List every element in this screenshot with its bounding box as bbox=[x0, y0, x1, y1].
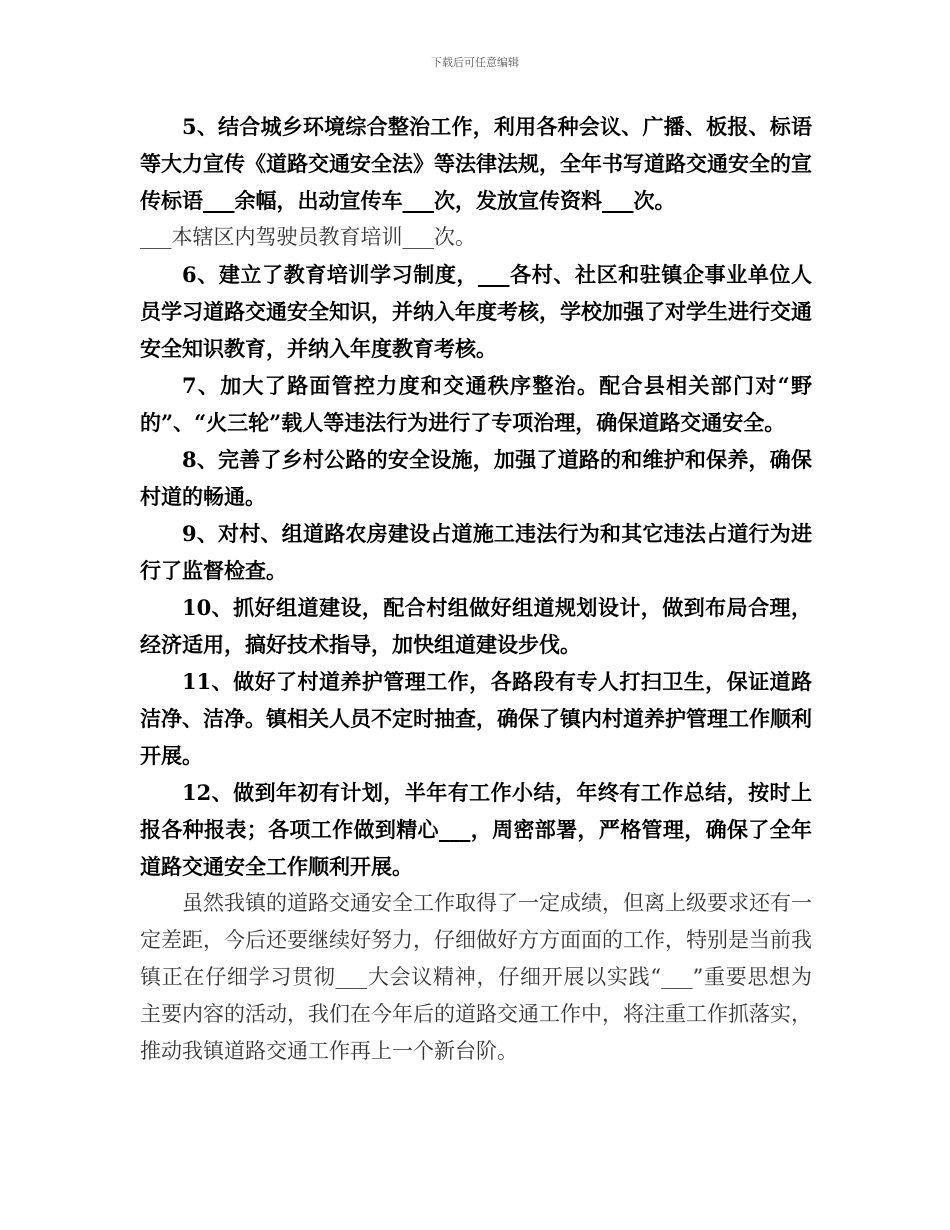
paragraph-item-9: 9、对村、组道路农房建设占道施工违法行为和其它违法占道行为进行了监督检查。 bbox=[140, 521, 812, 583]
paragraph-item-10: 10、抓好组道建设，配合村组做好组道规划设计，做到布局合理，经济适用，搞好技术指导，加快组道建设步伐。 bbox=[140, 595, 812, 657]
paragraph-item-7: 7、加大了路面管控力度和交通秩序整治。配合县相关部门对“野的”、“火三轮”载人等违法行为进行了专项治理，确保道路交通安全。 bbox=[140, 373, 812, 435]
paragraph-item-8: 8、完善了乡村公路的安全设施，加强了道路的和维护和保养，确保村道的畅通。 bbox=[140, 447, 812, 509]
paragraph-item-11: 11、做好了村道养护管理工作，各路段有专人打扫卫生，保证道路洁净、洁净。镇相关人员不定时抽查，确保了镇内村道养护管理工作顺利开展。 bbox=[140, 669, 812, 768]
page-header: 下载后可任意编辑 bbox=[431, 56, 519, 69]
paragraph-item-6: 6、建立了教育培训学习制度，___各村、社区和驻镇企事业单位人员学习道路交通安全知识，并纳入年度考核，学校加强了对学生进行交通安全知识教育，并纳入年度教育考核。 bbox=[140, 262, 812, 361]
paragraph-item-5: 5、结合城乡环境综合整治工作，利用各种会议、广播、板报、标语等大力宣传《道路交通安全法》等法律法规，全年书写道路交通安全的宣传标语___余幅，出动宣传车___次，发放宣传资料___次。 bbox=[140, 114, 812, 213]
paragraph-conclusion: 虽然我镇的道路交通安全工作取得了一定成绩，但离上级要求还有一定差距，今后还要继续好努力，仔细做好方方面面的工作，特别是当前我镇正在仔细学习贯彻___大会议精神，仔细开展以实践“___”重要思想为主要内容的活动，我们在今年后的道路交通工作中，将注重工作抓落实，推动我镇道路交通工作再上一个新台阶。 bbox=[140, 891, 812, 1063]
paragraph-item-12: 12、做到年初有计划，半年有工作小结，年终有工作总结，按时上报各种报表；各项工作做到精心___，周密部署，严格管理，确保了全年道路交通安全工作顺利开展。 bbox=[140, 780, 812, 879]
document-body bbox=[140, 108, 812, 1070]
paragraph-item-5-continuation: ___本辖区内驾驶员教育培训___次。 bbox=[140, 225, 476, 249]
